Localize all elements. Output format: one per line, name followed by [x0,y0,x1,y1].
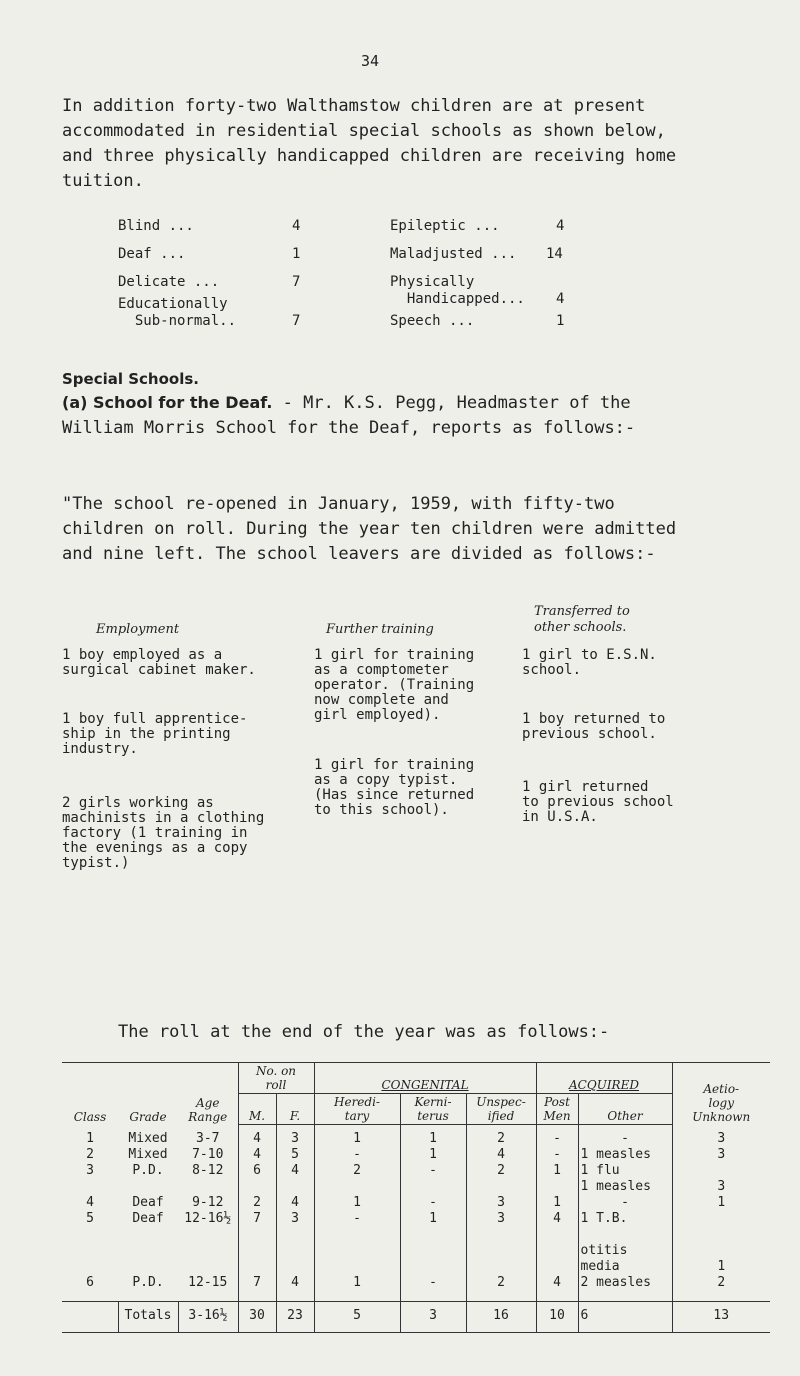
col-hereditary: Heredi- tary [314,1094,400,1125]
cell-unspecified: 3 [466,1195,536,1211]
cell-male: 7 [238,1275,276,1302]
cell-hereditary: 2 [314,1163,400,1195]
count-label: Physically Handicapped... [390,274,525,307]
cell-class: 4 [86,1195,94,1210]
col-grade: Grade [118,1063,178,1125]
count-label: Deaf ... [118,246,186,262]
count-label: Maladjusted ... [390,246,517,262]
totals-female: 23 [276,1302,314,1333]
leaver-entry: 1 boy full apprentice- ship in the printing industry. [62,711,248,757]
cell-hereditary: 1 [314,1275,400,1302]
cell-class: 2 [86,1147,94,1162]
col-post-meningitis: Post Men [536,1094,578,1125]
cell-class: 5 [86,1211,94,1226]
cell-grade: Deaf [132,1211,164,1226]
table-row [62,1275,770,1302]
cell-unknown: 1 [672,1211,770,1275]
col-age-range: Age Range [178,1063,238,1125]
leaver-entry: 2 girls working as machinists in a clothing factory (1 training in the evenings as a copy typist.) [62,795,265,871]
totals-row [62,1302,770,1333]
col-male: M. [238,1094,276,1125]
cell-female: 5 [276,1147,314,1163]
deaf-school-label: (a) School for the Deaf. [62,393,273,412]
group-congenital: CONGENITAL [314,1063,536,1094]
count-value: 7 [292,274,301,290]
further-training-header: Further training [326,622,434,637]
cell-age: 8-12 [192,1163,224,1178]
cell-kernicterus: 1 [400,1125,466,1148]
totals-unspecified: 16 [466,1302,536,1333]
leaver-entry: 1 boy employed as a surgical cabinet maker. [62,647,256,678]
leaver-entry: 1 girl to E.S.N. school. [522,647,657,678]
intro-paragraph: In addition forty-two Walthamstow children are at present accommodated in residential special schools as shown below, and three physically handicapped children are receiving home tuition. [62,96,677,191]
cell-hereditary: - [314,1147,400,1163]
cell-grade: P.D. [132,1163,164,1178]
roll-intro: The roll at the end of the year was as follows:- [118,1022,610,1042]
cell-post-meningitis: - [536,1147,578,1163]
cell-hereditary: - [314,1211,400,1275]
cell-age: 9-12 [192,1195,224,1210]
count-value: 4 [292,218,301,234]
count-value: 4 [556,291,565,307]
count-value: 1 [292,246,301,262]
count-label: Educationally Sub-normal.. [118,296,237,329]
cell-other: 2 measles [578,1275,672,1302]
totals-hereditary: 5 [314,1302,400,1333]
cell-other: - [578,1125,672,1148]
totals-kernicterus: 3 [400,1302,466,1333]
cell-female: 3 [276,1125,314,1148]
cell-post-meningitis: 4 [536,1275,578,1302]
leaver-entry: 1 boy returned to previous school. [522,711,666,742]
col-female: F. [276,1094,314,1125]
cell-unspecified: 2 [466,1275,536,1302]
count-label: Blind ... [118,218,194,234]
leaver-entry: 1 girl for training as a copy typist. (Has since returned to this school). [314,757,475,818]
cell-kernicterus: - [400,1163,466,1195]
cell-age: 12-16½ [184,1211,232,1226]
cell-female: 3 [276,1211,314,1275]
deaf-school-paragraph [62,390,702,441]
cell-unknown: 3 [672,1147,770,1163]
table-row [62,1125,770,1148]
count-label: Delicate ... [118,274,220,290]
special-schools-heading: Special Schools. [62,370,199,388]
deaf-school-text: - Mr. K.S. Pegg, Headmaster of the William Morris School for the Deaf, reports as follows:- [62,393,636,438]
col-unspecified: Unspec- ified [466,1094,536,1125]
col-kernicterus: Kerni- terus [400,1094,466,1125]
totals-other: 6 [578,1302,672,1333]
count-value: 7 [292,313,301,329]
cell-male: 4 [238,1125,276,1148]
totals-label: Totals [118,1302,178,1333]
cell-class: 6 [86,1275,94,1290]
cell-kernicterus: 1 [400,1211,466,1275]
cell-male: 4 [238,1147,276,1163]
cell-unspecified: 4 [466,1147,536,1163]
table-row [62,1147,770,1163]
count-value: 1 [556,313,565,329]
cell-kernicterus: 1 [400,1147,466,1163]
cell-hereditary: 1 [314,1125,400,1148]
group-no-on-roll: No. on roll [238,1063,314,1094]
headmaster-report: "The school re-opened in January, 1959, with fifty-two children on roll. During the year ten children were admitted and nine left. The school leavers are divided as follows:- [62,494,677,564]
cell-male: 6 [238,1163,276,1195]
col-class: Class [62,1063,118,1125]
employment-header: Employment [96,622,180,637]
count-label: Speech ... [390,313,475,329]
group-acquired: ACQUIRED [536,1063,672,1094]
cell-female: 4 [276,1275,314,1302]
totals-unknown: 13 [672,1302,770,1333]
cell-other: - [578,1195,672,1211]
cell-other: 1 T.B. otitis media [578,1211,672,1275]
cell-kernicterus: - [400,1275,466,1302]
totals-post-meningitis: 10 [536,1302,578,1333]
count-value: 14 [546,246,563,262]
cell-unspecified: 3 [466,1211,536,1275]
totals-male: 30 [238,1302,276,1333]
cell-post-meningitis: - [536,1125,578,1148]
cell-class: 3 [86,1163,94,1178]
cell-unspecified: 2 [466,1125,536,1148]
cell-other: 1 measles [578,1147,672,1163]
transferred-header: Transferred to other schools. [534,604,630,635]
cell-kernicterus: - [400,1195,466,1211]
roll-table [62,1062,770,1333]
cell-unspecified: 2 [466,1163,536,1195]
cell-age: 7-10 [192,1147,224,1162]
cell-male: 7 [238,1211,276,1275]
cell-post-meningitis: 1 [536,1163,578,1195]
cell-grade: Deaf [132,1195,164,1210]
count-value: 4 [556,218,565,234]
cell-grade: Mixed [128,1147,168,1162]
table-row [62,1195,770,1211]
cell-grade: P.D. [132,1275,164,1290]
cell-unknown: 3 [672,1163,770,1195]
cell-post-meningitis: 1 [536,1195,578,1211]
cell-unknown: 1 [672,1195,770,1211]
table-row [62,1163,770,1195]
cell-unknown: 2 [672,1275,770,1302]
cell-unknown: 3 [672,1125,770,1148]
leaver-entry: 1 girl for training as a comptometer operator. (Training now complete and girl employed). [314,647,475,723]
cell-class: 1 [86,1130,94,1146]
cell-male: 2 [238,1195,276,1211]
table-row [62,1211,770,1275]
cell-female: 4 [276,1195,314,1211]
cell-other: 1 flu 1 measles [578,1163,672,1195]
page-number: 34 [360,52,380,70]
col-other: Other [578,1094,672,1125]
cell-grade: Mixed [128,1130,168,1146]
cell-post-meningitis: 4 [536,1211,578,1275]
cell-age: 3-7 [196,1130,220,1146]
count-label: Epileptic ... [390,218,500,234]
col-aetiology-unknown: Aetio- logy Unknown [672,1063,770,1125]
totals-age: 3-16½ [178,1302,238,1333]
cell-female: 4 [276,1163,314,1195]
cell-hereditary: 1 [314,1195,400,1211]
leaver-entry: 1 girl returned to previous school in U.S.A. [522,779,674,825]
cell-age: 12-15 [188,1275,228,1290]
